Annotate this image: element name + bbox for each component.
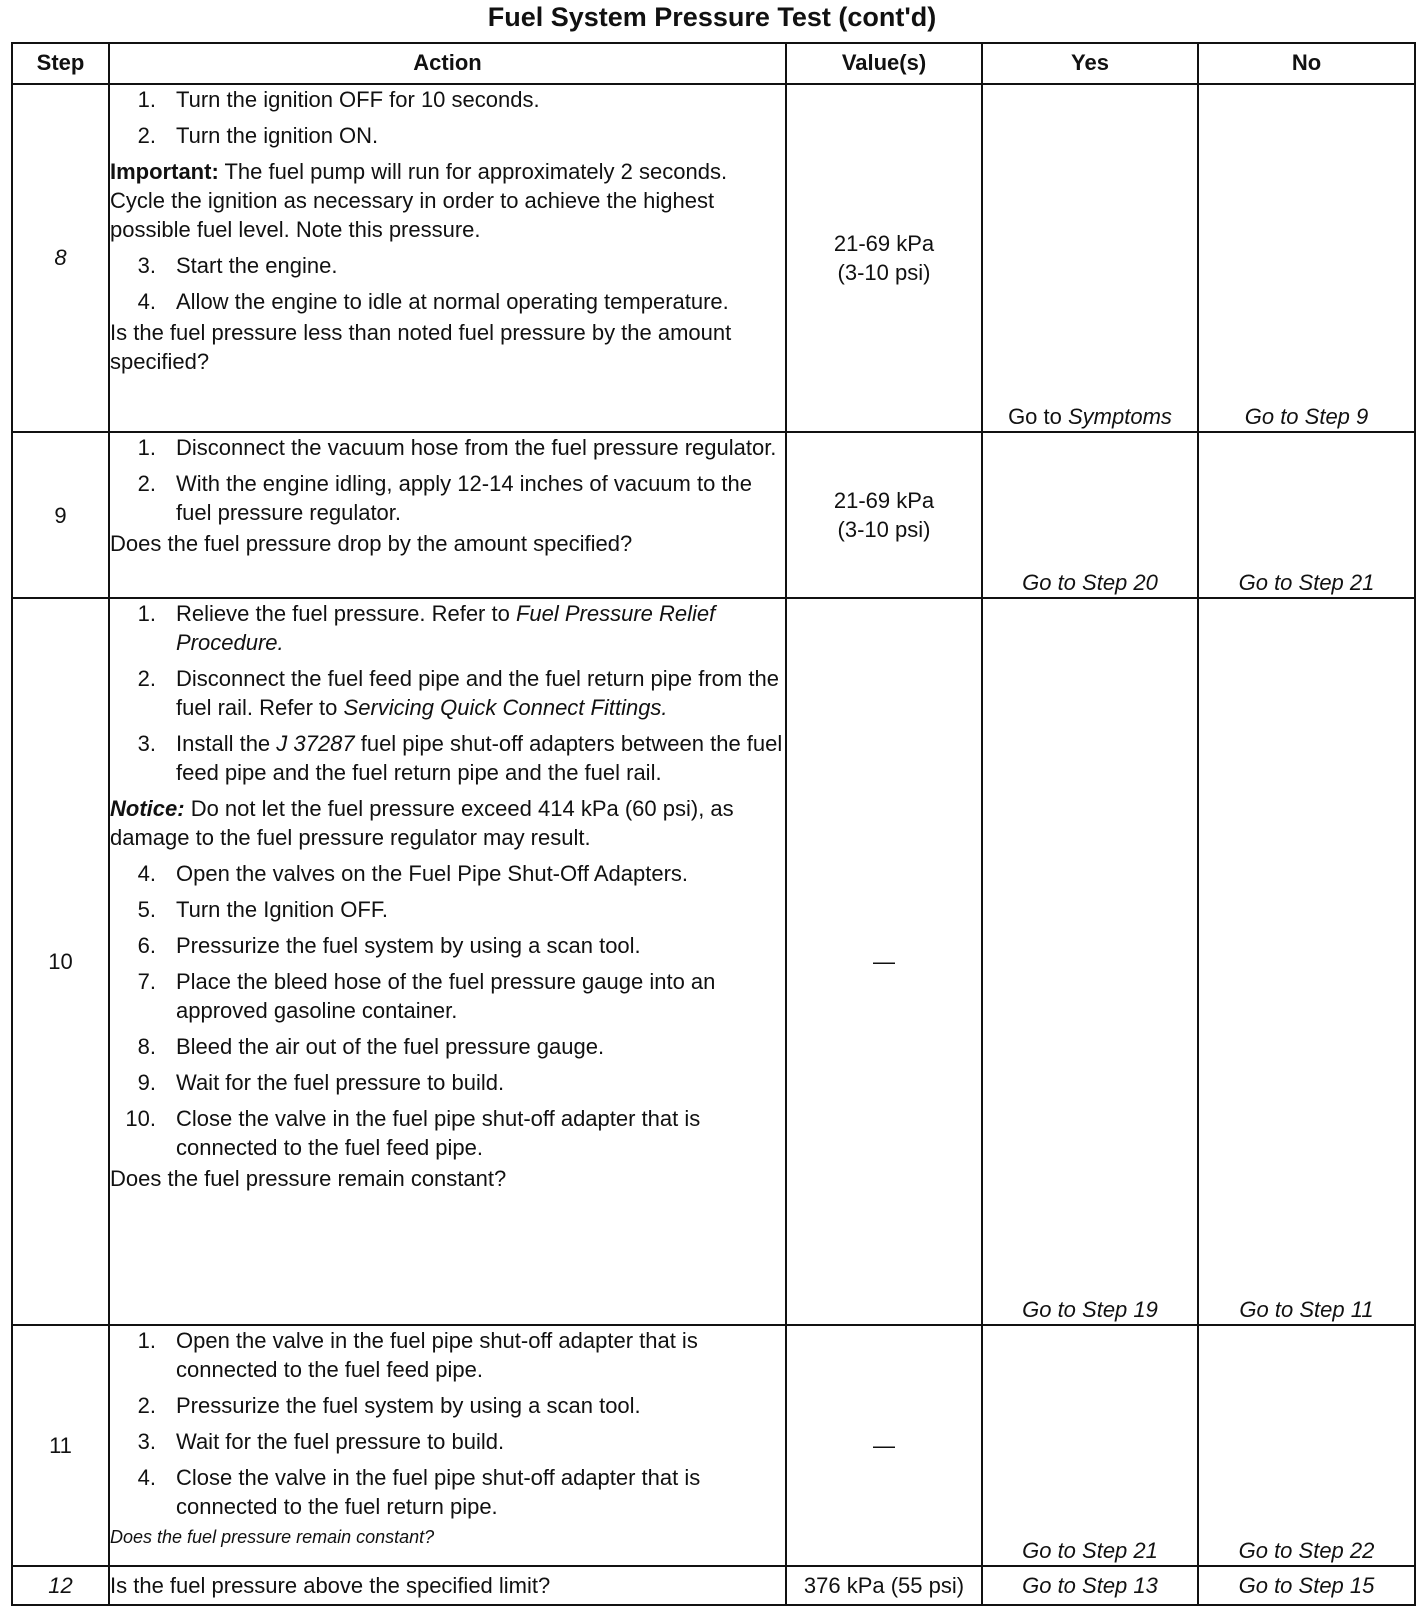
question: Does the fuel pressure remain constant? bbox=[110, 1527, 435, 1548]
header-yes: Yes bbox=[982, 43, 1198, 84]
question: Does the fuel pressure remain constant? bbox=[110, 1166, 507, 1192]
yes-cell[interactable]: Go to Step 19 bbox=[982, 598, 1198, 1325]
header-no: No bbox=[1198, 43, 1415, 84]
notice-note: Notice: Do not let the fuel pressure exceed 414 kPa (60 psi), as damage to the fuel pressure regulator may result. bbox=[110, 796, 734, 851]
doc-reference[interactable]: Servicing Quick Connect Fittings. bbox=[343, 695, 668, 721]
question: Does the fuel pressure drop by the amount specified? bbox=[110, 530, 633, 556]
table-row bbox=[12, 432, 1415, 598]
yes-cell[interactable]: Go to Step 13 bbox=[982, 1566, 1198, 1605]
step-number: 11 bbox=[12, 1325, 109, 1566]
no-cell[interactable]: Go to Step 11 bbox=[1198, 598, 1415, 1325]
value-kpa: 21-69 kPa bbox=[833, 230, 935, 256]
no-cell[interactable]: Go to Step 9 bbox=[1198, 84, 1415, 432]
no-cell[interactable]: Go to Step 22 bbox=[1198, 1325, 1415, 1566]
action-cell bbox=[109, 1566, 786, 1605]
action-list bbox=[110, 859, 785, 1162]
list-item: 1. Disconnect the vacuum hose from the fuel pressure regulator. bbox=[137, 434, 777, 460]
list-item: 3. Wait for the fuel pressure to build. bbox=[137, 1429, 505, 1455]
list-item: 3. Install the J 37287 fuel pipe shut-off adapters between the fuel feed pipe and the fuel return pipe and the fuel rail. bbox=[137, 731, 783, 786]
action-list bbox=[110, 599, 785, 787]
action-list bbox=[110, 251, 785, 316]
list-item: 7. Place the bleed hose of the fuel pressure gauge into an approved gasoline container. bbox=[137, 969, 716, 1024]
list-item: 1. Open the valve in the fuel pipe shut-off adapter that is connected to the fuel feed pipe. bbox=[137, 1328, 698, 1383]
yes-cell[interactable]: Go to Step 21 bbox=[982, 1325, 1198, 1566]
table-row bbox=[12, 1566, 1415, 1605]
list-item: 2. Turn the ignition ON. bbox=[137, 122, 379, 148]
list-item: 3. Start the engine. bbox=[137, 252, 338, 278]
no-cell[interactable]: Go to Step 21 bbox=[1198, 432, 1415, 598]
value-cell bbox=[786, 84, 982, 432]
question: Is the fuel pressure above the specified limit? bbox=[110, 1573, 551, 1599]
list-item: 1. Relieve the fuel pressure. Refer to Fuel Pressure Relief Procedure. bbox=[137, 601, 716, 656]
list-item: 4. Open the valves on the Fuel Pipe Shut-Off Adapters. bbox=[137, 861, 689, 887]
no-cell[interactable]: Go to Step 15 bbox=[1198, 1566, 1415, 1605]
list-item: 2. Disconnect the fuel feed pipe and the fuel return pipe from the fuel rail. Refer to Servicing Quick Connect Fittings. bbox=[137, 666, 779, 721]
action-cell bbox=[109, 84, 786, 432]
step-number: 12 bbox=[12, 1566, 109, 1605]
diagnostic-table bbox=[11, 42, 1416, 1606]
list-item: 2. Pressurize the fuel system by using a scan tool. bbox=[137, 1393, 641, 1419]
value-cell: 376 kPa (55 psi) bbox=[786, 1566, 982, 1605]
value-psi: (3-10 psi) bbox=[837, 517, 931, 543]
note-label: Important: bbox=[110, 158, 219, 184]
list-item: 9. Wait for the fuel pressure to build. bbox=[137, 1070, 505, 1096]
header-row bbox=[12, 43, 1415, 84]
table-row bbox=[12, 84, 1415, 432]
value-cell: — bbox=[786, 598, 982, 1325]
value-cell bbox=[786, 432, 982, 598]
action-cell bbox=[109, 1325, 786, 1566]
step-number: 9 bbox=[12, 432, 109, 598]
page-title: Fuel System Pressure Test (cont'd) bbox=[487, 2, 937, 32]
value-cell: — bbox=[786, 1325, 982, 1566]
value-psi: (3-10 psi) bbox=[837, 259, 931, 285]
list-item: 8. Bleed the air out of the fuel pressure gauge. bbox=[137, 1034, 605, 1060]
yes-cell[interactable]: Go to Step 20 bbox=[982, 432, 1198, 598]
action-cell bbox=[109, 432, 786, 598]
table-row bbox=[12, 598, 1415, 1325]
header-step: Step bbox=[12, 43, 109, 84]
list-item: 5. Turn the Ignition OFF. bbox=[137, 897, 388, 923]
action-list bbox=[110, 1326, 785, 1521]
action-list bbox=[110, 433, 785, 527]
header-action: Action bbox=[109, 43, 786, 84]
list-item: 2. With the engine idling, apply 12-14 inches of vacuum to the fuel pressure regulator. bbox=[137, 470, 753, 525]
yes-link[interactable]: Symptoms bbox=[1068, 403, 1172, 429]
list-item: 6. Pressurize the fuel system by using a scan tool. bbox=[137, 933, 641, 959]
action-list bbox=[110, 85, 785, 150]
header-values: Value(s) bbox=[786, 43, 982, 84]
list-item: 4. Allow the engine to idle at normal operating temperature. bbox=[137, 288, 729, 314]
value-kpa: 21-69 kPa bbox=[833, 488, 935, 514]
doc-reference[interactable]: Fuel Pressure Relief Procedure. bbox=[176, 601, 716, 656]
step-number: 10 bbox=[12, 598, 109, 1325]
yes-cell: Go to Symptoms bbox=[982, 84, 1198, 432]
important-note: Important: The fuel pump will run for approximately 2 seconds. Cycle the ignition as necessary in order to achieve the highest possible fuel level. Note this pressure. bbox=[110, 158, 728, 242]
tool-reference: J 37287 bbox=[276, 731, 355, 757]
action-cell bbox=[109, 598, 786, 1325]
list-item: 4. Close the valve in the fuel pipe shut-off adapter that is connected to the fuel return pipe. bbox=[137, 1465, 701, 1520]
notice-label: Notice: bbox=[110, 796, 185, 822]
question: Is the fuel pressure less than noted fuel pressure by the amount specified? bbox=[110, 319, 732, 374]
table-row bbox=[12, 1325, 1415, 1566]
step-number: 8 bbox=[12, 84, 109, 432]
list-item: 10. Close the valve in the fuel pipe shut-off adapter that is connected to the fuel feed pipe. bbox=[125, 1106, 701, 1161]
list-item: 1. Turn the ignition OFF for 10 seconds. bbox=[137, 86, 540, 112]
